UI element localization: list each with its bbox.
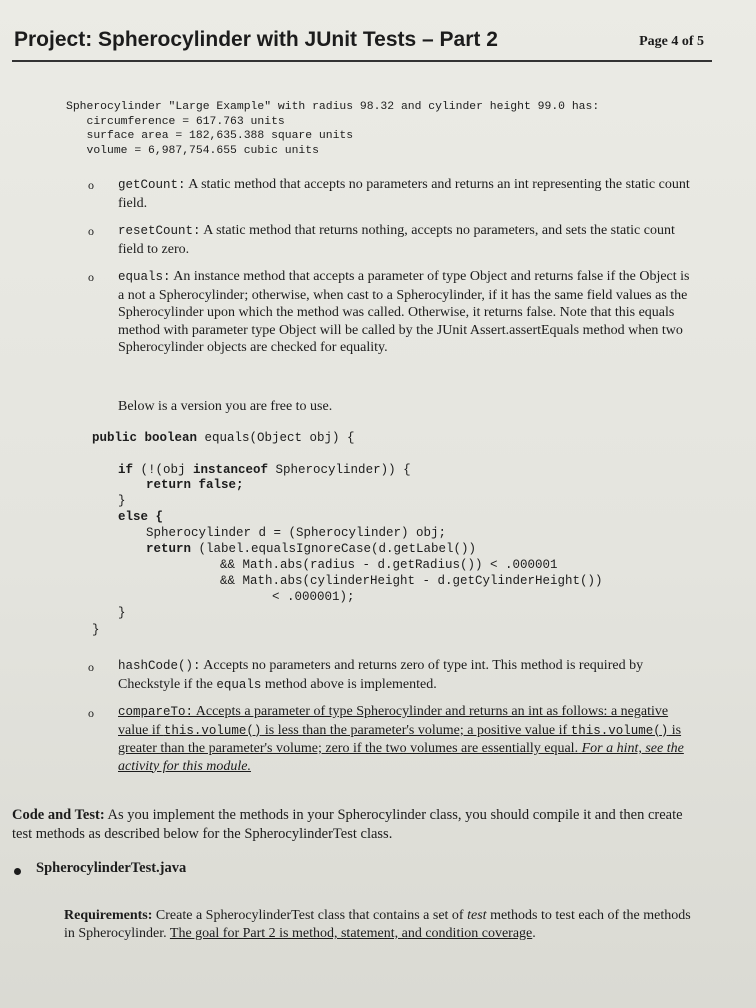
item-text: is greater than the parameter's volume; zero if the two volumes are essentially equal. (118, 722, 682, 756)
item-compareto (118, 703, 690, 775)
item-getcount (118, 176, 690, 212)
code-and-test-label: Code and Test: (12, 807, 105, 823)
inline-code: this.volume() (163, 723, 262, 738)
example-line: volume = 6,987,754.655 cubic units (66, 144, 319, 157)
code-line: } (118, 606, 126, 620)
hint-text: For a hint, see the activity for this module. (118, 741, 684, 774)
test-file-name: SpherocylinderTest.java (36, 860, 187, 876)
inline-code: this.volume() (570, 723, 669, 738)
code-line (92, 430, 355, 446)
bullet-icon: o (88, 270, 94, 284)
item-text: An instance method that accepts a parameter of type Object and returns false if the Object is a not a Spherocylinder; otherwise, when cast to a Spherocylinder, if it has the same field values as the Spherocylinder upon which the method was called. Otherwise, it returns false. Note that this equals method with parameter type Object will be called by the JUnit Assert.assertEquals method when two Spherocylinder objects are checked for equality. (118, 269, 690, 355)
code-line: < .000001); (272, 590, 355, 604)
bullet-icon: o (88, 178, 94, 192)
example-line: circumference = 617.763 units (66, 115, 285, 128)
method-name: resetCount: (118, 224, 201, 238)
requirements-text: methods to test each of the methods in Spherocylinder. (64, 908, 691, 941)
example-line: Spherocylinder "Large Example" with radius 98.32 and cylinder height 99.0 has: (66, 101, 600, 113)
inline-code: equals (216, 677, 262, 692)
code-keyword: return (146, 542, 192, 556)
code-keyword: if (118, 463, 134, 477)
bullet-icon: o (88, 706, 94, 720)
code-line: && Math.abs(cylinderHeight - d.getCylinderHeight()) (220, 574, 603, 588)
code-line: && Math.abs(radius - d.getRadius()) < .000001 (220, 558, 558, 572)
item-resetcount (118, 222, 690, 258)
method-name: hashCode(): (118, 659, 201, 673)
code-keyword: instanceof (193, 463, 269, 477)
code-text: (!(obj (133, 463, 194, 477)
code-line: } (92, 623, 100, 637)
code-line (118, 462, 411, 478)
code-text: Spherocylinder)) { (268, 463, 411, 477)
code-line (146, 541, 476, 557)
code-line: return false; (146, 478, 244, 492)
item-text: Accepts no parameters and returns zero of type int. This method is required by Checkstyle if the (118, 658, 644, 692)
code-line: else { (118, 510, 164, 524)
example-output (66, 100, 599, 158)
code-text: equals(Object obj) { (197, 431, 355, 445)
code-and-test-paragraph (12, 806, 702, 844)
item-equals (118, 268, 690, 357)
item-text: is less than the parameter's volume; a positive value if (261, 722, 571, 738)
item-hashcode (118, 657, 690, 694)
example-line: surface area = 182,635.388 square units (66, 130, 354, 142)
requirements-paragraph (64, 907, 694, 943)
code-keyword: public boolean (92, 431, 198, 445)
method-name: getCount: (118, 178, 186, 192)
method-name: equals: (118, 270, 171, 284)
page-title: Project: Spherocylinder with JUnit Tests – Part 2 (14, 28, 498, 51)
bullet-icon: o (88, 224, 94, 238)
requirements-goal: The goal for Part 2 is method, statement, and condition coverage (169, 926, 533, 941)
bullet-icon: o (88, 660, 94, 674)
free-to-use-note: Below is a version you are free to use. (118, 399, 333, 414)
page-number: Page 4 of 5 (639, 34, 704, 49)
item-text: A static method that accepts no parameters and returns an int representing the static count field. (118, 177, 690, 211)
requirements-text: Create a SpherocylinderTest class that contains a set of (152, 908, 468, 923)
method-name: compareTo: (118, 705, 194, 719)
bullet-dot-icon (14, 868, 21, 875)
code-line: } (118, 494, 126, 508)
item-text: Accepts a parameter of type Spherocylinder and returns an int as follows: a negative value if (118, 704, 669, 738)
page-header (12, 24, 712, 62)
code-and-test-text: As you implement the methods in your Spherocylinder class, you should compile it and then create test methods as described below for the SpherocylinderTest class. (12, 807, 683, 842)
requirements-test-word: test (467, 908, 487, 923)
code-text: (label.equalsIgnoreCase(d.getLabel()) (191, 542, 477, 556)
requirements-end: . (532, 926, 536, 941)
item-text: method above is implemented. (261, 676, 437, 692)
item-text: A static method that returns nothing, accepts no parameters, and sets the static count field to zero. (118, 223, 675, 257)
requirements-label: Requirements: (64, 908, 153, 923)
code-line: Spherocylinder d = (Spherocylinder) obj; (146, 526, 447, 540)
